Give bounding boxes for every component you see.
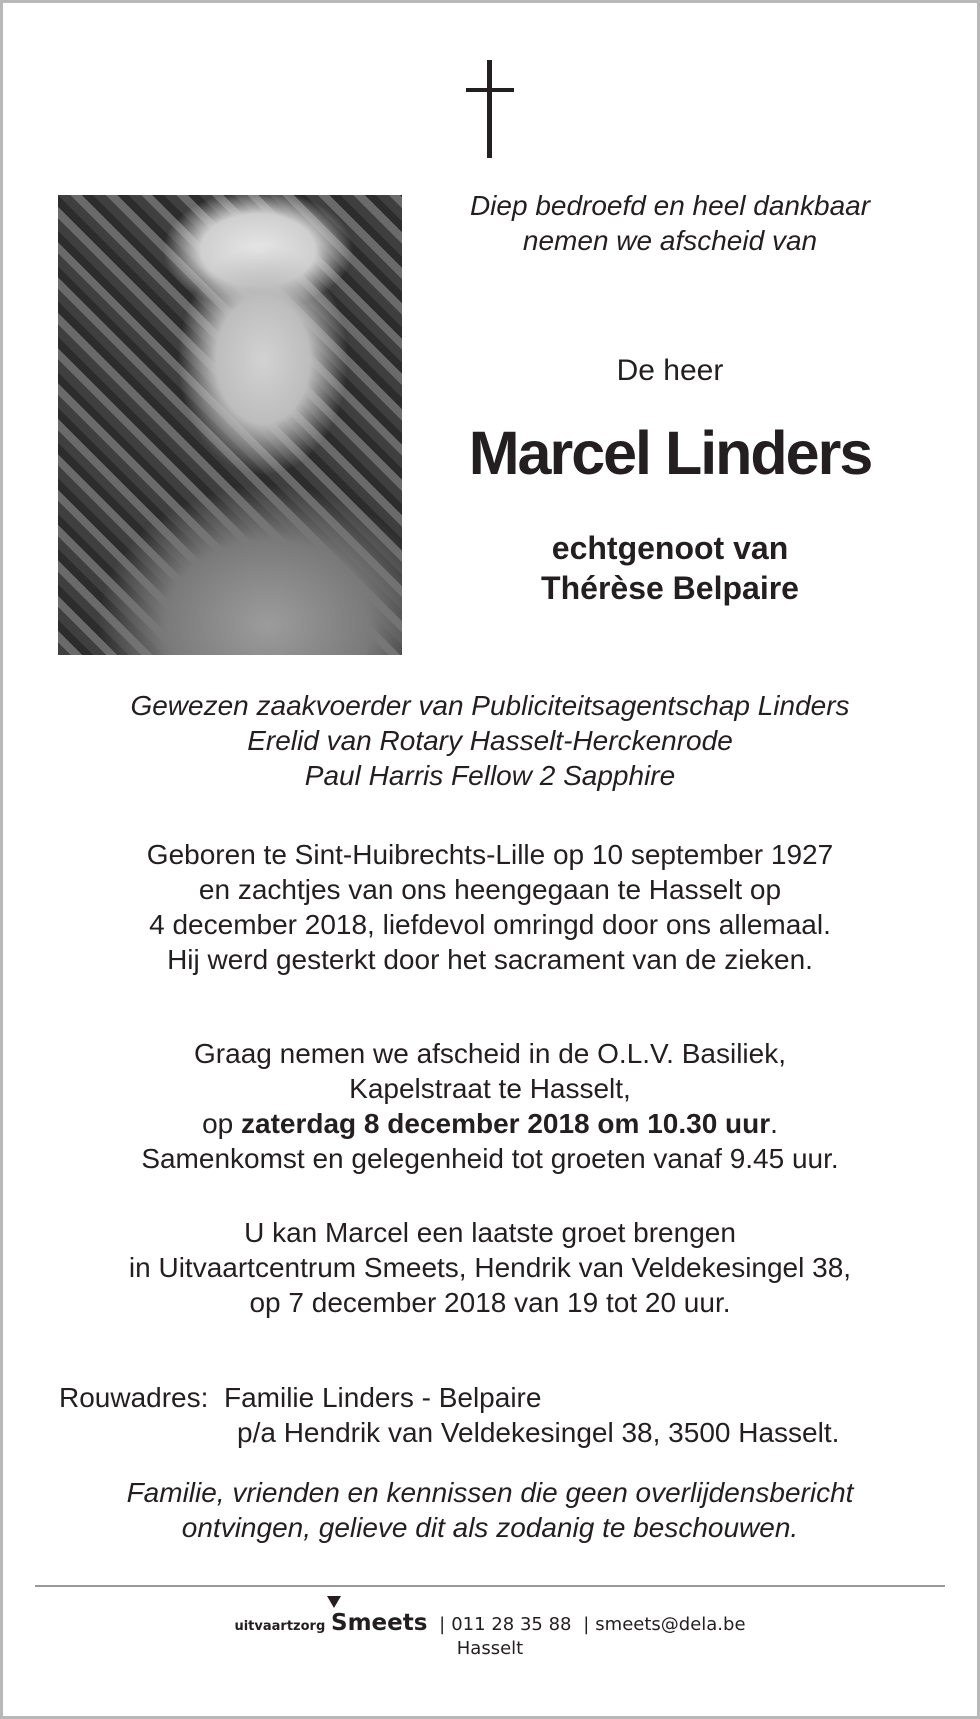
spouse-info xyxy=(420,528,920,608)
titles-block xyxy=(40,688,940,793)
footer-phone: 011 28 35 88 xyxy=(451,1614,572,1635)
visit-line: in Uitvaartcentrum Smeets, Hendrik van Veldekesingel 38, xyxy=(128,1252,852,1283)
title-line: Gewezen zaakvoerder van Publiciteitsagentschap Linders xyxy=(130,690,850,721)
service-line: Samenkomst en gelegenheid tot groeten vanaf 9.45 uur. xyxy=(141,1143,839,1174)
visit-line: op 7 december 2018 van 19 tot 20 uur. xyxy=(249,1287,731,1318)
bio-line: 4 december 2018, liefdevol omringd door ons allemaal. xyxy=(149,909,831,940)
footer-separator: | xyxy=(439,1614,446,1635)
bio-line: Geboren te Sint-Huibrechts-Lille op 10 september 1927 xyxy=(146,839,834,870)
cross-icon xyxy=(462,60,518,158)
spouse-line: Thérèse Belpaire xyxy=(541,570,799,606)
notice-text xyxy=(40,1475,940,1545)
mourning-address-street: p/a Hendrik van Veldekesingel 38, 3500 Hasselt. xyxy=(237,1417,840,1448)
brand-triangle-icon xyxy=(327,1596,341,1608)
footer-separator: | xyxy=(583,1614,590,1635)
intro-line: Diep bedroefd en heel dankbaar xyxy=(469,190,871,221)
footer-brand-text: Smeets xyxy=(331,1610,428,1636)
footer-label: uitvaartzorg xyxy=(234,1619,326,1634)
mourning-address-line xyxy=(59,1380,939,1415)
service-block xyxy=(40,1036,940,1176)
title-line: Paul Harris Fellow 2 Sapphire xyxy=(304,760,676,791)
intro-line: nemen we afscheid van xyxy=(522,225,818,256)
bio-line: Hij werd gesterkt door het sacrament van de zieken. xyxy=(167,944,813,975)
visitation-block xyxy=(40,1215,940,1320)
spouse-line: echtgenoot van xyxy=(551,530,789,566)
mourning-address-family: Familie Linders - Belpaire xyxy=(223,1382,542,1413)
mourning-address xyxy=(59,1380,939,1450)
intro-text xyxy=(420,188,920,258)
title-line: Erelid van Rotary Hasselt-Herckenrode xyxy=(247,725,733,756)
visit-line: U kan Marcel een laatste groet brengen xyxy=(244,1217,736,1248)
salutation: De heer xyxy=(616,354,724,387)
deceased-name: Marcel Linders xyxy=(468,419,872,487)
service-datetime: zaterdag 8 december 2018 om 10.30 uur xyxy=(241,1108,771,1139)
footer-brand xyxy=(331,1610,427,1636)
divider xyxy=(35,1585,945,1587)
service-datetime-line xyxy=(40,1106,940,1141)
service-line: Kapelstraat te Hasselt, xyxy=(349,1073,631,1104)
biography-block xyxy=(40,837,940,977)
footer-city: Hasselt xyxy=(456,1638,524,1659)
mourning-address-label: Rouwadres: xyxy=(59,1382,209,1413)
footer xyxy=(0,1608,980,1659)
footer-email: smeets@dela.be xyxy=(595,1614,746,1635)
notice-line: Familie, vrienden en kennissen die geen overlijdensbericht xyxy=(126,1477,854,1508)
footer-contact-row xyxy=(0,1608,980,1638)
portrait-photo xyxy=(58,195,402,655)
service-suffix: . xyxy=(770,1108,778,1139)
service-prefix: op xyxy=(202,1108,241,1139)
notice-line: ontvingen, gelieve dit als zodanig te beschouwen. xyxy=(181,1512,799,1543)
service-line: Graag nemen we afscheid in de O.L.V. Basiliek, xyxy=(194,1038,786,1069)
bio-line: en zachtjes van ons heengegaan te Hasselt op xyxy=(198,874,782,905)
